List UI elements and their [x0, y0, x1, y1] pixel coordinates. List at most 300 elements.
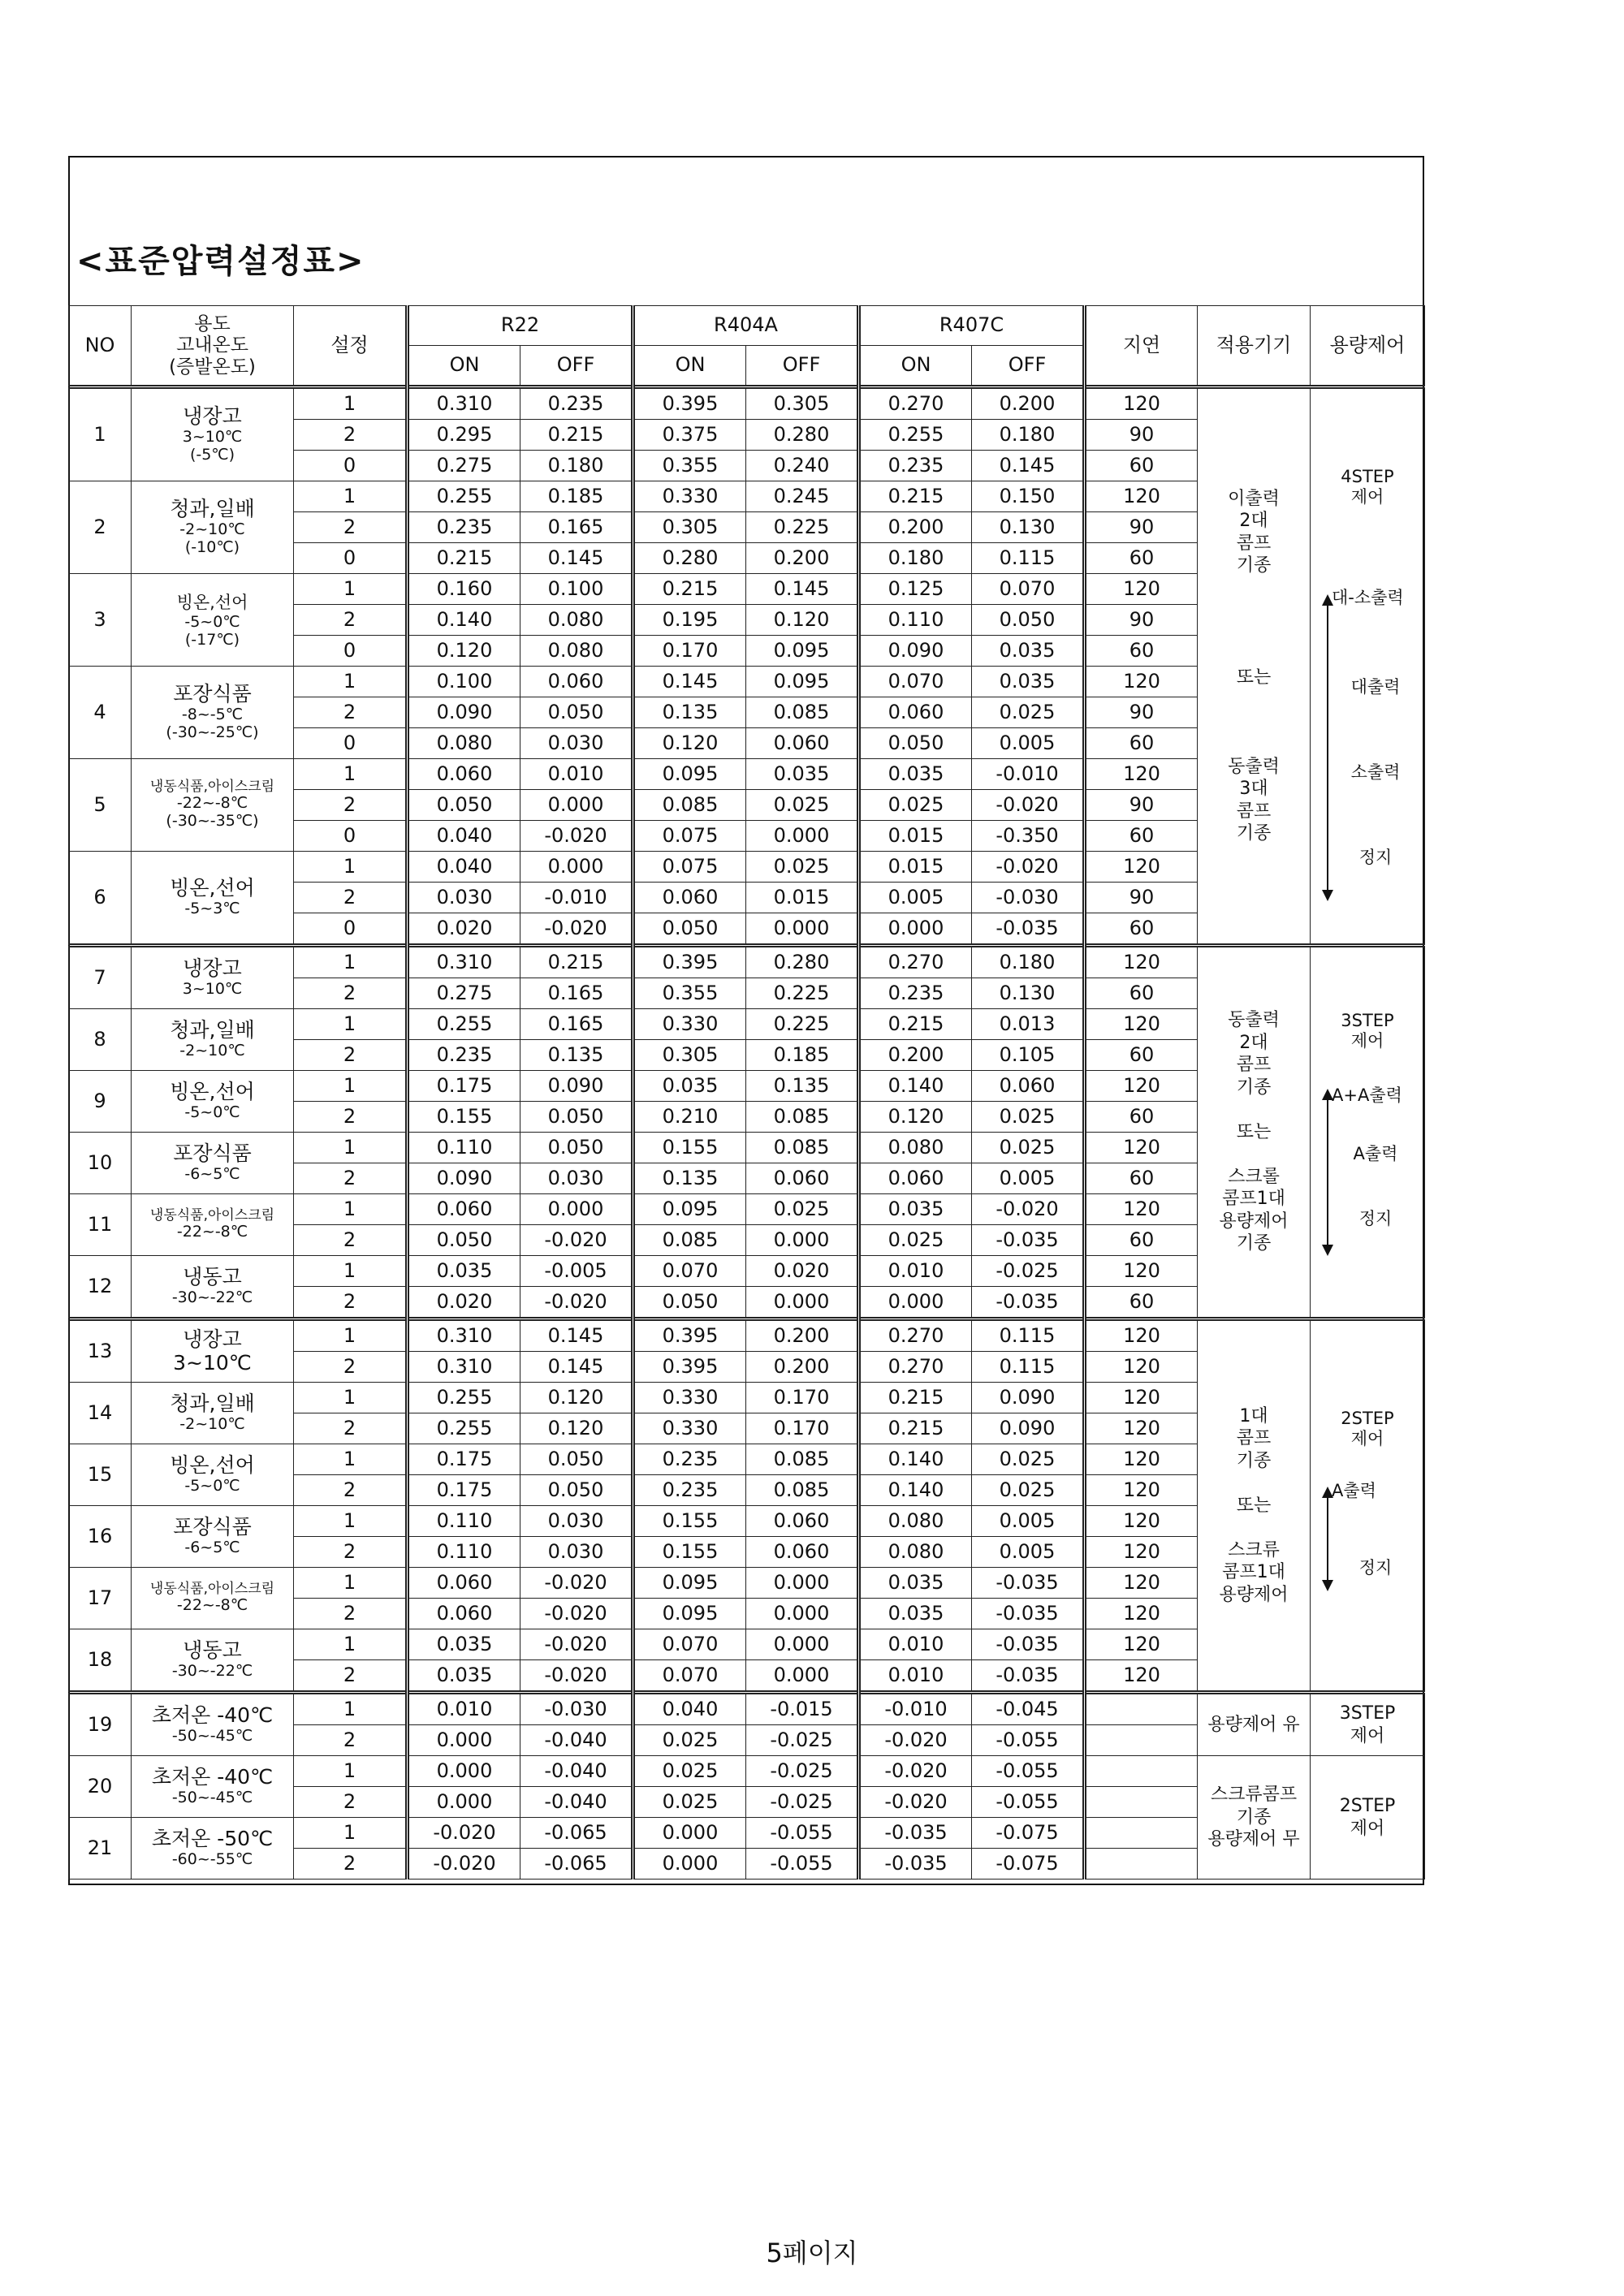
- cell-r404a-on: 0.305: [633, 1040, 746, 1071]
- cell-r407c-off: -0.055: [972, 1756, 1085, 1787]
- cell-r404a-on: 0.195: [633, 605, 746, 636]
- cell-r404a-off: 0.060: [746, 1163, 859, 1194]
- cell-r407c-on: 0.060: [859, 697, 972, 728]
- row-use: [132, 1319, 294, 1383]
- cell-r22-on: 0.035: [408, 1256, 520, 1287]
- cell-setting: 2: [294, 512, 408, 543]
- cell-r22-on: 0.310: [408, 1352, 520, 1383]
- cell-r22-on: 0.100: [408, 667, 520, 697]
- header-r404a: R404A: [633, 306, 859, 346]
- cell-setting: 2: [294, 1163, 408, 1194]
- row-use: [132, 667, 294, 759]
- table-row: [69, 387, 1425, 420]
- cell-setting: 2: [294, 697, 408, 728]
- cell-r407c-on: 0.000: [859, 1287, 972, 1319]
- row-use: [132, 1194, 294, 1256]
- use-name: 초저온 -50℃: [151, 1827, 274, 1851]
- cell-r404a-on: 0.145: [633, 667, 746, 697]
- cell-r407c-off: 0.025: [972, 1475, 1085, 1506]
- cell-r22-off: 0.145: [520, 1319, 633, 1352]
- cell-r22-off: -0.040: [520, 1756, 633, 1787]
- cell-r22-off: -0.020: [520, 1568, 633, 1599]
- use-temp: -5~0℃: [184, 1476, 240, 1495]
- row-no: 9: [69, 1071, 132, 1133]
- cell-r407c-on: 0.050: [859, 728, 972, 759]
- cell-r407c-off: -0.035: [972, 1568, 1085, 1599]
- capacity-title: 3STEP 제어: [1341, 1010, 1394, 1051]
- cell-r407c-on: 0.080: [859, 1537, 972, 1568]
- cell-setting: 0: [294, 728, 408, 759]
- cell-r22-off: -0.040: [520, 1725, 633, 1756]
- cell-r404a-off: 0.095: [746, 667, 859, 697]
- cell-r22-off: 0.235: [520, 387, 633, 420]
- row-use: [132, 1693, 294, 1756]
- cell-r404a-on: 0.305: [633, 512, 746, 543]
- row-use: [132, 1444, 294, 1506]
- capacity-step-label: 정지: [1358, 1208, 1393, 1228]
- cell-r407c-off: 0.070: [972, 574, 1085, 605]
- cell-r404a-on: 0.330: [633, 481, 746, 512]
- cell-delay: 60: [1085, 1040, 1198, 1071]
- cell-r407c-on: 0.235: [859, 978, 972, 1009]
- cell-r404a-off: 0.095: [746, 636, 859, 667]
- cell-delay: 120: [1085, 1537, 1198, 1568]
- cell-r404a-on: 0.075: [633, 821, 746, 852]
- cell-delay: 90: [1085, 790, 1198, 821]
- cell-r407c-on: 0.140: [859, 1071, 972, 1102]
- pressure-table-wrapper: [68, 305, 1424, 1880]
- cell-r404a-off: 0.035: [746, 759, 859, 790]
- cell-r407c-on: -0.035: [859, 1818, 972, 1849]
- page-number: 5페이지: [766, 2238, 858, 2268]
- cell-r407c-on: 0.110: [859, 605, 972, 636]
- cell-r22-off: -0.065: [520, 1849, 633, 1880]
- cell-r22-off: 0.165: [520, 1009, 633, 1040]
- cell-r407c-off: -0.350: [972, 821, 1085, 852]
- row-use: [132, 946, 294, 1009]
- cell-r407c-off: -0.075: [972, 1818, 1085, 1849]
- cell-delay: 90: [1085, 697, 1198, 728]
- cell-r22-off: -0.065: [520, 1818, 633, 1849]
- cell-r407c-on: 0.215: [859, 1383, 972, 1413]
- cell-r22-on: 0.310: [408, 1319, 520, 1352]
- cell-r407c-on: 0.215: [859, 481, 972, 512]
- cell-r22-off: 0.145: [520, 543, 633, 574]
- cell-r22-off: 0.050: [520, 1133, 633, 1163]
- cell-setting: 2: [294, 1599, 408, 1629]
- header-r407c-off: OFF: [972, 346, 1085, 387]
- cell-r407c-on: 0.025: [859, 1225, 972, 1256]
- row-no: 8: [69, 1009, 132, 1071]
- cell-r22-on: 0.110: [408, 1133, 520, 1163]
- cell-delay: 120: [1085, 387, 1198, 420]
- cell-r404a-off: 0.200: [746, 543, 859, 574]
- cell-r22-off: 0.120: [520, 1413, 633, 1444]
- cell-r407c-off: -0.075: [972, 1849, 1085, 1880]
- header-no: NO: [69, 306, 132, 387]
- cell-setting: 0: [294, 636, 408, 667]
- use-temp: -5~3℃: [184, 899, 240, 917]
- cell-r407c-off: 0.005: [972, 1506, 1085, 1537]
- cell-r404a-off: 0.245: [746, 481, 859, 512]
- row-use: [132, 852, 294, 946]
- cell-r407c-off: 0.090: [972, 1413, 1085, 1444]
- cell-r22-on: 0.235: [408, 512, 520, 543]
- cell-delay: [1085, 1818, 1198, 1849]
- cell-r22-on: 0.060: [408, 759, 520, 790]
- cell-setting: 1: [294, 946, 408, 978]
- use-name: 냉동고: [183, 1638, 242, 1663]
- cell-r22-off: -0.020: [520, 1287, 633, 1319]
- header-r407c-on: ON: [859, 346, 972, 387]
- cell-r407c-on: 0.080: [859, 1506, 972, 1537]
- row-no: 5: [69, 759, 132, 852]
- cell-r407c-off: 0.115: [972, 543, 1085, 574]
- cell-r404a-on: 0.050: [633, 913, 746, 946]
- cell-r407c-off: -0.035: [972, 1225, 1085, 1256]
- cell-r22-off: 0.050: [520, 1444, 633, 1475]
- capacity-top-label: A출력: [1332, 1480, 1376, 1500]
- cell-r22-on: 0.155: [408, 1102, 520, 1133]
- cell-delay: 120: [1085, 1133, 1198, 1163]
- cell-r404a-off: 0.280: [746, 420, 859, 451]
- row-no: 16: [69, 1506, 132, 1568]
- cell-r404a-on: 0.355: [633, 451, 746, 481]
- cell-r404a-off: 0.280: [746, 946, 859, 978]
- cell-r22-off: -0.020: [520, 821, 633, 852]
- cell-setting: 1: [294, 1444, 408, 1475]
- cell-r407c-off: -0.035: [972, 1599, 1085, 1629]
- row-no: 10: [69, 1133, 132, 1194]
- cell-setting: 1: [294, 1693, 408, 1725]
- cell-r404a-on: 0.070: [633, 1256, 746, 1287]
- cell-r22-on: 0.040: [408, 821, 520, 852]
- cell-delay: 60: [1085, 543, 1198, 574]
- cell-r22-on: 0.175: [408, 1475, 520, 1506]
- cell-setting: 1: [294, 759, 408, 790]
- cell-r407c-on: 0.010: [859, 1629, 972, 1660]
- cell-r404a-on: 0.025: [633, 1725, 746, 1756]
- cell-setting: 0: [294, 821, 408, 852]
- use-name: 청과,일배: [170, 497, 255, 521]
- cell-r404a-on: 0.095: [633, 759, 746, 790]
- cell-r404a-off: 0.185: [746, 1040, 859, 1071]
- cell-r22-on: 0.020: [408, 1287, 520, 1319]
- cell-r404a-on: 0.330: [633, 1009, 746, 1040]
- table-row: [69, 1756, 1425, 1787]
- table-row: [69, 946, 1425, 978]
- cell-r404a-off: 0.135: [746, 1071, 859, 1102]
- cell-r22-off: 0.030: [520, 1163, 633, 1194]
- use-temp: -5~0℃: [184, 1103, 240, 1121]
- cell-r407c-off: 0.115: [972, 1319, 1085, 1352]
- cell-r404a-on: 0.040: [633, 1693, 746, 1725]
- cell-r404a-on: 0.235: [633, 1475, 746, 1506]
- capacity-diagram: [1311, 952, 1424, 1313]
- use-name: 냉동식품,아이스크림: [149, 1580, 275, 1597]
- cell-r407c-on: 0.140: [859, 1444, 972, 1475]
- cell-r22-on: 0.295: [408, 420, 520, 451]
- row-use: [132, 1071, 294, 1133]
- cell-r22-off: -0.020: [520, 1225, 633, 1256]
- cell-delay: 60: [1085, 913, 1198, 946]
- cell-r404a-off: 0.305: [746, 387, 859, 420]
- cell-delay: [1085, 1849, 1198, 1880]
- cell-r407c-off: 0.090: [972, 1383, 1085, 1413]
- cell-r404a-off: 0.060: [746, 728, 859, 759]
- cell-r22-on: 0.275: [408, 978, 520, 1009]
- capacity-top-label: A+A출력: [1332, 1085, 1402, 1105]
- cell-r407c-on: 0.215: [859, 1009, 972, 1040]
- capacity-step-label: A출력: [1353, 1143, 1398, 1163]
- cell-r404a-on: 0.025: [633, 1756, 746, 1787]
- cell-r22-on: 0.080: [408, 728, 520, 759]
- capacity-control: [1311, 387, 1425, 946]
- cell-setting: 2: [294, 1787, 408, 1818]
- cell-r407c-off: 0.180: [972, 420, 1085, 451]
- row-no: 19: [69, 1693, 132, 1756]
- cell-r22-on: -0.020: [408, 1849, 520, 1880]
- header-r22-on: ON: [408, 346, 520, 387]
- row-use: [132, 481, 294, 574]
- cell-setting: 1: [294, 1568, 408, 1599]
- row-no: 13: [69, 1319, 132, 1383]
- cell-r404a-on: 0.025: [633, 1787, 746, 1818]
- cell-r404a-on: 0.330: [633, 1413, 746, 1444]
- cell-r22-on: 0.140: [408, 605, 520, 636]
- cell-delay: 120: [1085, 1383, 1198, 1413]
- cell-r22-on: 0.060: [408, 1568, 520, 1599]
- cell-setting: 2: [294, 1413, 408, 1444]
- cell-r407c-off: 0.180: [972, 946, 1085, 978]
- use-temp: -2~10℃: [179, 1041, 245, 1060]
- cell-r22-on: 0.255: [408, 1413, 520, 1444]
- use-temp: 3~10℃: [182, 428, 243, 447]
- cell-r407c-on: 0.125: [859, 574, 972, 605]
- use-name: 포장식품: [173, 682, 252, 706]
- cell-r404a-on: 0.155: [633, 1537, 746, 1568]
- cell-r407c-off: 0.145: [972, 451, 1085, 481]
- cell-r22-off: 0.000: [520, 852, 633, 883]
- cell-r22-on: 0.000: [408, 1756, 520, 1787]
- cell-delay: 90: [1085, 512, 1198, 543]
- cell-r22-off: 0.215: [520, 420, 633, 451]
- use-name: 냉동식품,아이스크림: [149, 778, 275, 795]
- cell-setting: 1: [294, 574, 408, 605]
- row-use: [132, 1629, 294, 1693]
- cell-delay: 60: [1085, 821, 1198, 852]
- cell-r407c-on: 0.270: [859, 946, 972, 978]
- cell-r22-on: 0.255: [408, 1383, 520, 1413]
- cell-r22-on: 0.175: [408, 1444, 520, 1475]
- cell-r22-off: 0.000: [520, 790, 633, 821]
- cell-setting: 2: [294, 1537, 408, 1568]
- row-use: [132, 1383, 294, 1444]
- cell-r407c-on: 0.035: [859, 1194, 972, 1225]
- cell-r407c-on: 0.015: [859, 852, 972, 883]
- use-temp: -60~-55℃: [171, 1849, 253, 1868]
- cell-r407c-on: 0.235: [859, 451, 972, 481]
- header-setting: 설정: [294, 306, 408, 387]
- cell-r404a-off: 0.225: [746, 978, 859, 1009]
- cell-r407c-off: -0.035: [972, 1287, 1085, 1319]
- cell-delay: 120: [1085, 1660, 1198, 1693]
- cell-r22-off: 0.185: [520, 481, 633, 512]
- cell-setting: 1: [294, 667, 408, 697]
- use-temp: 3~10℃: [173, 1350, 252, 1375]
- cell-r22-off: 0.050: [520, 1102, 633, 1133]
- cell-r407c-off: -0.020: [972, 790, 1085, 821]
- cell-r407c-off: 0.005: [972, 728, 1085, 759]
- cell-r407c-off: 0.060: [972, 1071, 1085, 1102]
- cell-delay: 120: [1085, 1413, 1198, 1444]
- cell-r22-off: 0.030: [520, 1506, 633, 1537]
- cell-r407c-off: -0.055: [972, 1787, 1085, 1818]
- cell-r22-off: 0.030: [520, 728, 633, 759]
- cell-setting: 2: [294, 1725, 408, 1756]
- cell-r407c-off: -0.045: [972, 1693, 1085, 1725]
- cell-r404a-on: 0.120: [633, 728, 746, 759]
- use-name: 초저온 -40℃: [151, 1765, 274, 1789]
- cell-r404a-on: 0.375: [633, 420, 746, 451]
- cell-r22-off: -0.010: [520, 883, 633, 913]
- cell-delay: 60: [1085, 451, 1198, 481]
- cell-r22-off: 0.100: [520, 574, 633, 605]
- cell-r407c-on: 0.140: [859, 1475, 972, 1506]
- capacity-step-label: 정지: [1358, 847, 1393, 867]
- cell-setting: 2: [294, 1102, 408, 1133]
- cell-r407c-on: 0.270: [859, 1319, 972, 1352]
- cell-r22-off: 0.060: [520, 667, 633, 697]
- cell-r404a-off: 0.000: [746, 1225, 859, 1256]
- cell-r407c-off: 0.130: [972, 512, 1085, 543]
- use-temp: -5~0℃: [184, 613, 240, 632]
- cell-setting: 1: [294, 1506, 408, 1537]
- cell-delay: 120: [1085, 667, 1198, 697]
- cell-setting: 2: [294, 605, 408, 636]
- row-use: [132, 1818, 294, 1880]
- cell-r22-off: 0.010: [520, 759, 633, 790]
- cell-r407c-on: 0.200: [859, 1040, 972, 1071]
- cell-r404a-off: 0.000: [746, 913, 859, 946]
- cell-r404a-off: 0.025: [746, 790, 859, 821]
- cell-r407c-on: 0.270: [859, 387, 972, 420]
- cell-delay: [1085, 1756, 1198, 1787]
- use-temp: -22~-8℃: [176, 794, 248, 813]
- use-temp: -30~-22℃: [171, 1661, 253, 1680]
- cell-r22-off: 0.030: [520, 1537, 633, 1568]
- capacity-diagram: [1311, 1326, 1424, 1686]
- use-evap-temp: (-30~-35℃): [166, 812, 259, 831]
- cell-r407c-off: -0.035: [972, 913, 1085, 946]
- cell-r407c-off: 0.025: [972, 1444, 1085, 1475]
- cell-r407c-on: 0.025: [859, 790, 972, 821]
- header-row-1: [69, 306, 1425, 346]
- header-use: [132, 306, 294, 387]
- cell-delay: 120: [1085, 1194, 1198, 1225]
- cell-r404a-on: 0.135: [633, 697, 746, 728]
- table-row: [69, 1693, 1425, 1725]
- row-no: 4: [69, 667, 132, 759]
- cell-r407c-on: 0.035: [859, 1599, 972, 1629]
- cell-r22-off: 0.050: [520, 697, 633, 728]
- cell-r404a-on: 0.170: [633, 636, 746, 667]
- cell-r404a-off: 0.000: [746, 1287, 859, 1319]
- cell-setting: 1: [294, 1009, 408, 1040]
- row-use: [132, 387, 294, 481]
- cell-r22-off: 0.120: [520, 1383, 633, 1413]
- cell-r404a-on: 0.395: [633, 387, 746, 420]
- cell-r407c-on: 0.000: [859, 913, 972, 946]
- cell-r404a-on: 0.155: [633, 1506, 746, 1537]
- cell-r404a-on: 0.070: [633, 1660, 746, 1693]
- use-name: 빙온,선어: [170, 1080, 255, 1104]
- cell-setting: 2: [294, 790, 408, 821]
- cell-setting: 2: [294, 1040, 408, 1071]
- cell-r22-off: -0.020: [520, 913, 633, 946]
- cell-r22-off: 0.165: [520, 978, 633, 1009]
- header-use-line1: 용도: [194, 313, 231, 334]
- cell-delay: 120: [1085, 574, 1198, 605]
- cell-r404a-off: 0.120: [746, 605, 859, 636]
- cell-setting: 1: [294, 1194, 408, 1225]
- cell-r22-on: 0.090: [408, 697, 520, 728]
- cell-r407c-on: -0.020: [859, 1725, 972, 1756]
- capacity-step-label: 대출력: [1350, 676, 1401, 697]
- cell-delay: 120: [1085, 1071, 1198, 1102]
- cell-r404a-on: 0.395: [633, 946, 746, 978]
- cell-r404a-on: 0.085: [633, 1225, 746, 1256]
- cell-setting: 1: [294, 387, 408, 420]
- cell-r404a-off: 0.000: [746, 1568, 859, 1599]
- row-no: 2: [69, 481, 132, 574]
- cell-delay: 120: [1085, 1009, 1198, 1040]
- cell-r22-on: 0.050: [408, 790, 520, 821]
- row-no: 7: [69, 946, 132, 1009]
- cell-r22-off: 0.080: [520, 636, 633, 667]
- cell-r407c-off: -0.030: [972, 883, 1085, 913]
- use-evap-temp: (-30~-25℃): [166, 723, 259, 741]
- cell-delay: 60: [1085, 636, 1198, 667]
- cell-r22-on: -0.020: [408, 1818, 520, 1849]
- cell-r407c-on: -0.020: [859, 1787, 972, 1818]
- cell-r407c-off: 0.035: [972, 667, 1085, 697]
- cell-r407c-off: -0.035: [972, 1629, 1085, 1660]
- use-temp: -50~-45℃: [171, 1726, 253, 1745]
- row-no: 1: [69, 387, 132, 481]
- cell-r407c-off: 0.115: [972, 1352, 1085, 1383]
- cell-r404a-off: 0.085: [746, 1475, 859, 1506]
- cell-r404a-off: 0.000: [746, 1629, 859, 1660]
- cell-r404a-off: 0.060: [746, 1506, 859, 1537]
- cell-setting: 1: [294, 1756, 408, 1787]
- cell-delay: 120: [1085, 1256, 1198, 1287]
- cell-r22-on: 0.215: [408, 543, 520, 574]
- cell-delay: 90: [1085, 605, 1198, 636]
- cell-r22-off: -0.020: [520, 1599, 633, 1629]
- row-no: 3: [69, 574, 132, 667]
- use-name: 냉장고: [183, 404, 242, 429]
- cell-r404a-off: 0.015: [746, 883, 859, 913]
- cell-r22-on: 0.235: [408, 1040, 520, 1071]
- row-no: 15: [69, 1444, 132, 1506]
- cell-r407c-off: 0.035: [972, 636, 1085, 667]
- cell-setting: 1: [294, 1383, 408, 1413]
- cell-r407c-off: 0.025: [972, 1133, 1085, 1163]
- cell-r404a-off: 0.020: [746, 1256, 859, 1287]
- cell-r22-on: 0.090: [408, 1163, 520, 1194]
- use-name: 청과,일배: [170, 1392, 255, 1416]
